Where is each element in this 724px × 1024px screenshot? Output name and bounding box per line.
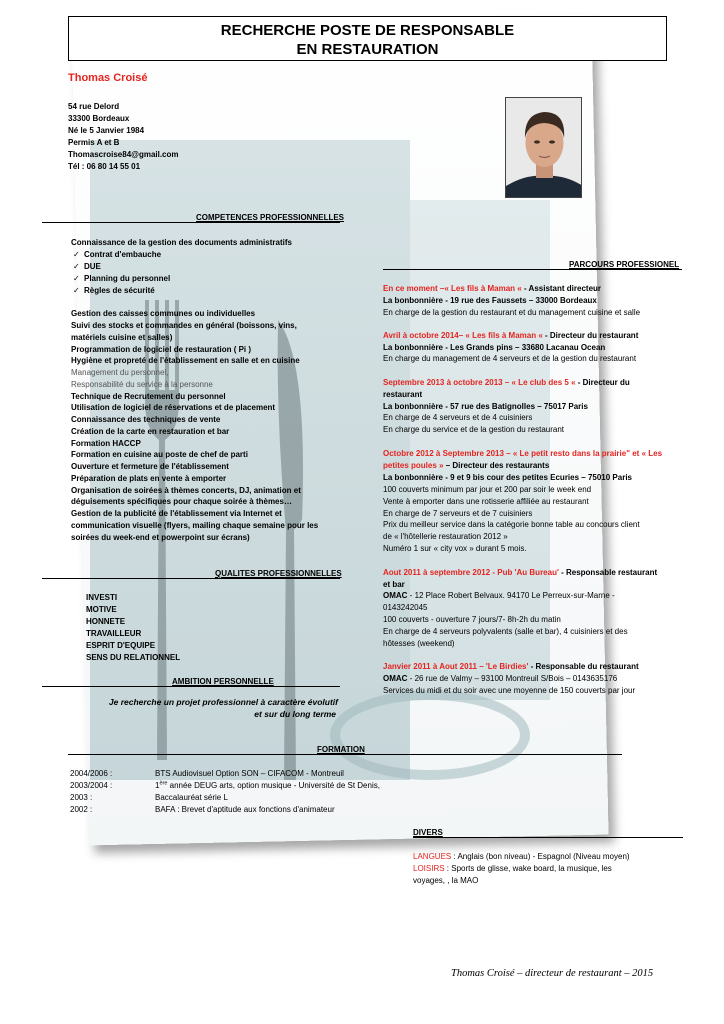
competences-heading: COMPETENCES PROFESSIONNELLES [196,213,345,222]
job-title: Janvier 2011 à Aout 2011 – 'Le Birdies' - Responsable du restaurant [383,662,639,671]
divers-rule [413,837,683,838]
competence-item: Connaissance des techniques de vente [71,415,221,424]
job-detail: En charge de la gestion du restaurant et du management cuisine et salle [383,308,641,317]
qualite-item: SENS DU RELATIONNEL [86,653,181,662]
qualite-item: MOTIVE [86,605,117,614]
loisirs-line: LOISIRS : Sports de glisse, wake board, la musique, les [413,864,612,873]
job-place: La bonbonnière - 57 rue des Batignolles – 75017 Paris [383,402,588,411]
competence-item: Organisation de soirées à thèmes concerts, DJ, animation et [71,486,301,495]
checkmark-icon: ✓ [73,250,80,259]
loisirs-line-cont: voyages, , la MAO [413,876,479,885]
competence-item: Suivi des stocks et commandes en général (boissons, vins, [71,321,297,330]
langues-line: LANGUES : Anglais (bon niveau) - Espagnol (Niveau moyen) [413,852,630,861]
job-title-cont: et bar [383,580,405,589]
formation-text: Baccalauréat série L [155,793,228,802]
qualite-item: TRAVAILLEUR [86,629,142,638]
formation-text: 1ère année DEUG arts, option musique - Université de St Denis, [155,780,380,790]
page-title-line2: EN RESTAURATION [296,41,439,58]
job-detail: En charge du management de 4 serveurs et de la gestion du restaurant [383,354,637,363]
job-detail: hôtesses (weekend) [383,639,455,648]
checkmark-icon: ✓ [73,262,80,271]
competence-item: déguisements spécifiques pour chaque soirée à thèmes… [71,497,292,506]
job-title-cont: petites poules » – Directeur des restaurants [383,461,550,470]
job-detail: de « l'hôtellerie restauration 2012 » [383,532,508,541]
job-detail: En charge de 7 serveurs et de 7 cuisiniers [383,509,533,518]
competence-item: soirées du week-end et powerpoint sur écrans) [71,533,250,542]
formation-heading: FORMATION [317,745,365,754]
contact-phone: Tél : 06 80 14 55 01 [68,162,141,171]
job-detail: Prix du meilleur service dans la catégorie bonne table au concours client [383,520,640,529]
formation-year: 2002 : [70,805,93,814]
competence-item: Ouverture et fermeture de l'établissement [71,462,229,471]
check-item: ✓ Contrat d'embauche [73,250,162,259]
contact-address: 54 rue Delord [68,102,120,111]
plate-decoration [330,690,530,780]
formation-year: 2004/2006 : [70,769,113,778]
competence-item: Formation en cuisine au poste de chef de parti [71,450,248,459]
job-title: Septembre 2013 à octobre 2013 – « Le club des 5 « - Directeur du [383,378,630,387]
contact-city: 33300 Bordeaux [68,114,130,123]
ambition-heading: AMBITION PERSONNELLE [172,677,274,686]
qualites-heading: QUALITES PROFESSIONNELLES [215,569,342,578]
contact-license: Permis A et B [68,138,120,147]
qualite-item: ESPRIT D'EQUIPE [86,641,156,650]
competence-item: Responsabilité du service à la personne [71,380,213,389]
job-title: En ce moment –« Les fils à Maman « - Assistant directeur [383,284,602,293]
competence-item: Création de la carte en restauration et bar [71,427,230,436]
competence-item: Gestion des caisses communes ou individuelles [71,309,256,318]
checkmark-icon: ✓ [73,286,80,295]
job-detail: Numéro 1 sur « city vox » durant 5 mois. [383,544,527,553]
job-place: La bonbonnière - Les Grands pins – 33680 Lacanau Ocean [383,343,606,352]
competence-item: Management du personnel, [71,368,169,377]
job-place: OMAC - 12 Place Robert Belvaux. 94170 Le Perreux-sur-Marne - [383,591,615,600]
job-detail: En charge de 4 serveurs polyvalents (salle et bar), 4 cuisiniers et des [383,627,628,636]
competence-item: matériels cuisine et salles) [71,333,173,342]
formation-text: BTS Audiovisuel Option SON – CIFACOM - Montreuil [155,769,344,778]
competence-item: Programmation de logiciel de restauration ( Pi ) [71,345,252,354]
job-title: Aout 2011 à septembre 2012 - Pub 'Au Bureau' - Responsable restaurant [383,568,658,577]
competence-item: Préparation de plats en vente à emporter [71,474,227,483]
portrait-photo [505,97,582,198]
checkmark-icon: ✓ [73,274,80,283]
competence-item: Hygiène et propreté de l'établissement en salle et en cuisine [71,356,300,365]
formation-year: 2003 : [70,793,93,802]
job-place: La bonbonnière - 19 rue des Faussets – 33000 Bordeaux [383,296,597,305]
job-detail: Services du midi et du soir avec une moyenne de 150 couverts par jour [383,686,636,695]
ambition-line2: et sur du long terme [254,709,336,719]
job-detail: 100 couverts minimum par jour et 200 par soir le week end [383,485,592,494]
competence-item: communication visuelle (flyers, mailing chaque semaine pour les [71,521,319,530]
formation-year: 2003/2004 : [70,781,113,790]
competence-item: Technique de Recrutement du personnel [71,392,226,401]
job-title: Avril à octobre 2014– « Les fils à Maman « - Directeur du restaurant [383,331,639,340]
job-detail: Vente à emporter dans une rotisserie affiliée au restaurant [383,497,589,506]
job-place: La bonbonnière - 9 et 9 bis cour des petites Ecuries – 75010 Paris [383,473,632,482]
competence-item: Formation HACCP [71,439,141,448]
formation-text: BAFA : Brevet d'aptitude aux fonctions d'animateur [155,805,335,814]
competences-intro: Connaissance de la gestion des documents administratifs [71,238,292,247]
check-item: ✓ Planning du personnel [73,274,171,283]
job-detail: En charge de 4 serveurs et de 4 cuisiniers [383,413,533,422]
competence-item: Utilisation de logiciel de réservations et de placement [71,403,276,412]
page-title-line1: RECHERCHE POSTE DE RESPONSABLE [220,22,515,39]
job-detail: En charge du service et de la gestion du restaurant [383,425,564,434]
candidate-name: Thomas Croisé [68,72,148,84]
job-detail: 100 couverts - ouverture 7 jours/7- 8h-2h du matin [383,615,561,624]
job-title: Octobre 2012 à Septembre 2013 – « Le petit resto dans la prairie" et « Les [383,449,663,458]
competence-item: Gestion de la publicité de l'établissement via Internet et [71,509,282,518]
ambition-line1: Je recherche un projet professionnel à caractère évolutif [108,697,338,707]
page-footer: Thomas Croisé – directeur de restaurant – 2015 [451,968,654,979]
contact-email: Thomascroise84@gmail.com [68,150,179,159]
job-detail: 0143242045 [383,603,428,612]
divers-heading: DIVERS [413,828,443,837]
job-place: OMAC - 26 rue de Valmy – 93100 Montreuil S/Bois – 0143635176 [383,674,618,683]
qualite-item: INVESTI [86,593,118,602]
contact-birth: Né le 5 Janvier 1984 [68,126,145,135]
job-title-cont: restaurant [383,390,423,399]
check-item: ✓ Règles de sécurité [73,286,155,295]
qualite-item: HONNETE [86,617,126,626]
check-item: ✓ DUE [73,262,101,271]
parcours-heading: PARCOURS PROFESSIONEL [569,260,680,269]
